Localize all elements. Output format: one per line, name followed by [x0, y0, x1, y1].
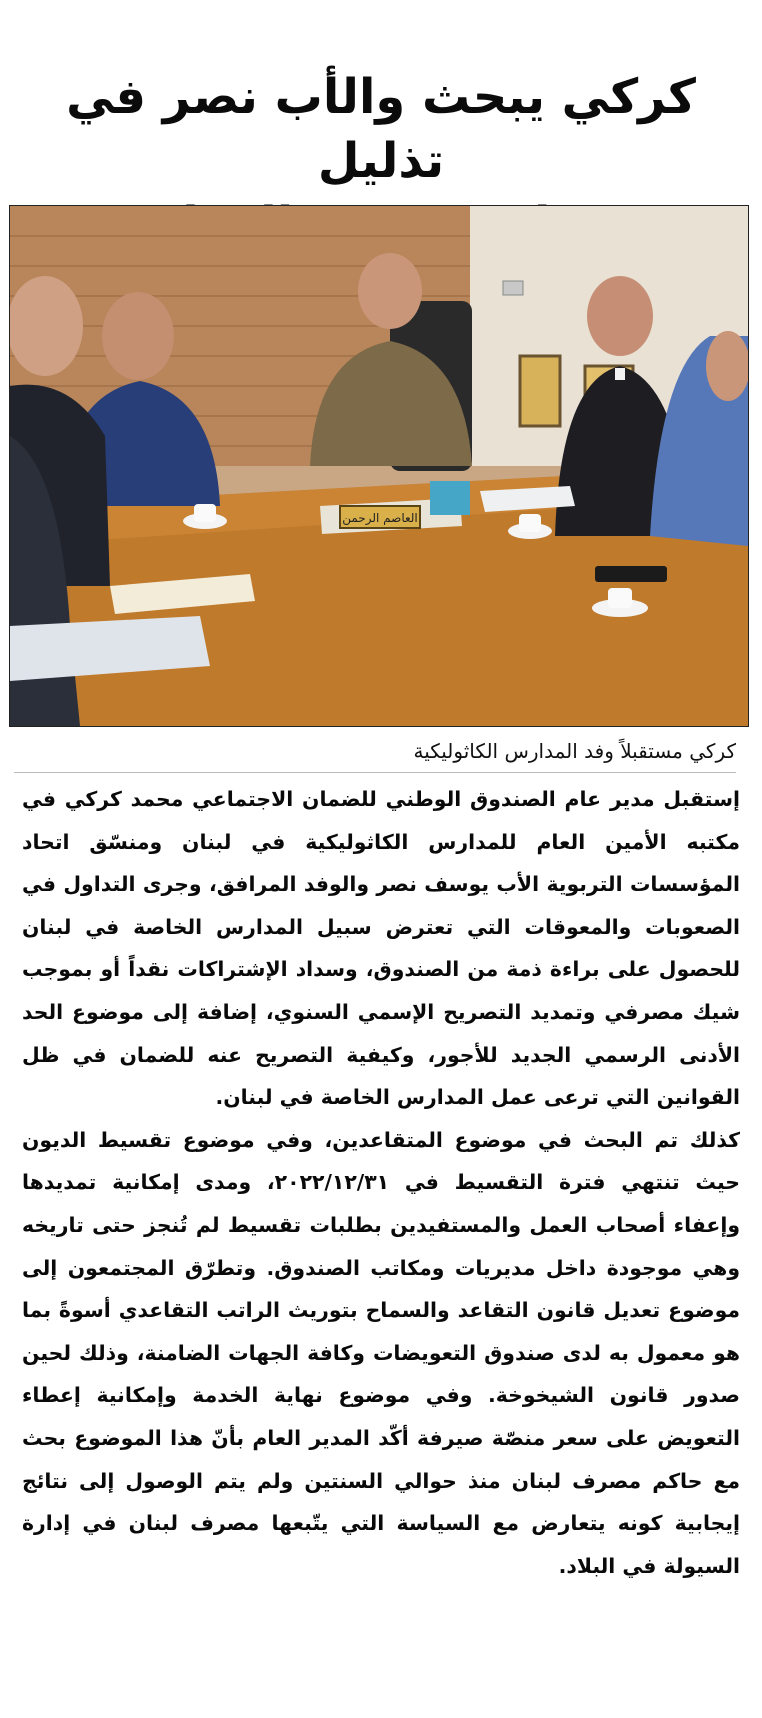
tissue-box: [430, 481, 470, 515]
person-right-head: [587, 276, 653, 356]
meeting-photo-illustration: [10, 206, 748, 726]
article-paragraph-1: إستقبل مدير عام الصندوق الوطني للضمان الاجتماعي محمد كركي في مكتبه الأمين العام للمدارس الكاثوليكية في لبنان ومنسّق اتحاد المؤسسات التربوية الأب يوسف نصر والوفد المرافق، وجرى التداول في الصعوبات والمعوقات التي تعترض سبيل المدارس الخاصة في لبنان للحصول على براءة ذمة من الصندوق، وسداد الإشتراكات نقداً أو بموجب شيك مصرفي وتمديد التصريح الإسمي السنوي، إضافة إلى موضوع الحد الأدنى الرسمي الجديد للأجور، وكيفية التصريح عنه للضمان في ظل القوانين التي ترعى عمل المدارس الخاصة في لبنان.: [22, 787, 740, 1110]
nameplate-text: العاصم الرحمن: [342, 511, 418, 525]
caption-divider: [14, 772, 736, 773]
headline-line-1: كركي يبحث والأب نصر في تذليل: [66, 69, 696, 190]
person-left-2-head: [102, 292, 174, 380]
person-center-head: [358, 253, 422, 329]
article-paragraph-2: كذلك تم البحث في موضوع المتقاعدين، وفي موضوع تقسيط الديون حيث تنتهي فترة التقسيط في ٢٠٢٢/١٢/٣١، ومدى إمكانية تمديدها وإعفاء أصحاب العمل والمستفيدين بطلبات تقسيط لم تُنجز حتى تاريخه وهي موجودة داخل مديريات ومكاتب الصندوق. وتطرّق المجتمعون إلى موضوع تعديل قانون التقاعد والسماح بتوريث الراتب التقاعدي أسوةً بما هو معمول به لدى صندوق التعويضات وكافة الجهات الضامنة، وذلك لحين صدور قانون الشيخوخة. وفي موضوع نهاية الخدمة وإمكانية إعطاء التعويض على سعر منصّة صيرفة أكّد المدير العام بأنّ هذا الموضوع بحث مع حاكم مصرف لبنان منذ حوالي السنتين ولم يتم الوصول إلى نتائج إيجابية كونه يتعارض مع السياسة التي يتّبعها مصرف لبنان في إدارة السيولة في البلاد.: [22, 1127, 740, 1578]
article-body: [22, 778, 740, 1587]
photo-caption: كركي مستقبلاً وفد المدارس الكاثوليكية: [413, 739, 736, 763]
frame-1: [520, 356, 560, 426]
meeting-photo: [9, 205, 749, 727]
switch: [503, 281, 523, 295]
phone: [595, 566, 667, 582]
person-left-1-head: [10, 276, 83, 376]
